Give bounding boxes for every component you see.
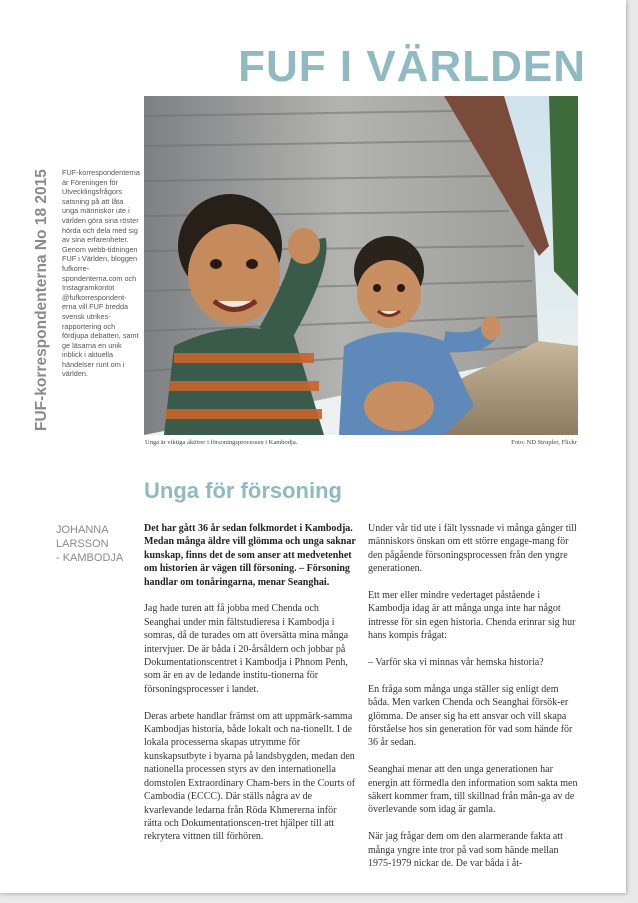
article-lead: Det har gått 36 år sedan folkmordet i Kambodja. Medan många äldre vill glömma och unga saknar kunskap, finns det de som anser att medvetenhet om historien är vägen till försoning. – Försoning handlar om tonåringarna, menar Seanghai. [144, 523, 356, 588]
article-paragraph: Under vår tid ute i fält lyssnade vi många gånger till människors önskan om ett större engage-mang för den pågående försoningsprocessen från den yngre generationen. [368, 523, 577, 575]
article-paragraph: Seanghai menar att den unga generationen har energin att förmedla den information som sakta men säkert kommer fram, till skillnad från mån-ga av de överlevande som idag är gamla. [368, 764, 578, 816]
article-column-2 [368, 522, 580, 884]
intro-text: FUF-korrespondenterna är Föreningen för Utvecklingsfrågors satsning på att låta unga människor ute i världen göra sina röster hörda och dela med sig av sina erfarenheter. Genom webb-tidningen FUF i Världen, bloggen fufkorre-spondenterna.com och Instagramkontot @fufkorrespondent-erna vill FUF bredda svensk utrikes-rapportering och fördjupa debatten, samt ge läsarna en unik inblick i aktuella händelser runt om i världen. [62, 168, 140, 379]
photo-caption: Unga är viktiga aktörer i försoningsprocessen i Kambodja. [145, 439, 298, 446]
byline-line: LARSSON [56, 538, 109, 550]
byline-line: JOHANNA [56, 524, 109, 536]
article-paragraph: En fråga som många unga ställer sig enligt dem båda. Men varken Chenda och Seanghai försök-er glömma. De anser sig ha ett ansvar och vill skapa förståelse hos sin generation för vad som hände för 36 år sedan. [368, 683, 573, 749]
article-headline: Unga för försoning [144, 478, 342, 503]
masthead: FUF I VÄRLDEN [238, 42, 586, 91]
article-paragraph: Jag hade turen att få jobba med Chenda och Seanghai under min fältstudieresa i Kambodja i somras, då de turades om att översätta mina många intervjuer. De är båda i 20-årsåldern och jobbar på Dokumentationscentret i Kambodja i Phnom Penh, som är en av de ledande institu-tionerna för försoningsprocesser i landet. [144, 603, 349, 695]
article-paragraph: Ett mer eller mindre vedertaget påstående i Kambodja idag är att många unga inte har något intresse för sin egen historia. Chenda erinrar sig hur hans kompis frågat: [368, 590, 576, 642]
children-photo-illustration [144, 96, 578, 435]
article-paragraph: Deras arbete handlar främst om att uppmärk-samma Kambodjas historia, både lokalt och na-tionellt. I de lokala processerna skapas utrymme för kunskapsutbyte i byarna på landsbygden, medan den nationella processen styrs av den internationella domstolen Extraordinary Cham-bers in the Courts of Cambodia (ECCC). Där ställs några av de kvarlevande ledarna från Röda Khmererna inför rätta och Dokumentationscen-tret hjälper till att rekrytera vittnen till förhören. [144, 710, 356, 843]
vertical-issue-title [32, 96, 52, 431]
byline-line: - KAMBODJA [56, 552, 124, 564]
article-quote: – Varför ska vi minnas vår hemska historia? [368, 657, 544, 669]
photo-credit: Foto: ND Strupler, Flickr [511, 439, 577, 446]
issue-title-text: FUF-korrespondenterna No 18 2015 [33, 169, 50, 431]
article-column-1 [144, 522, 356, 857]
article-photo [144, 96, 578, 435]
byline [56, 523, 146, 565]
article-paragraph: När jag frågar dem om den alarmerande fakta att många yngre inte tror på vad som hände mellan 1975-1979 nickar de. De var båda i åt- [368, 831, 563, 870]
